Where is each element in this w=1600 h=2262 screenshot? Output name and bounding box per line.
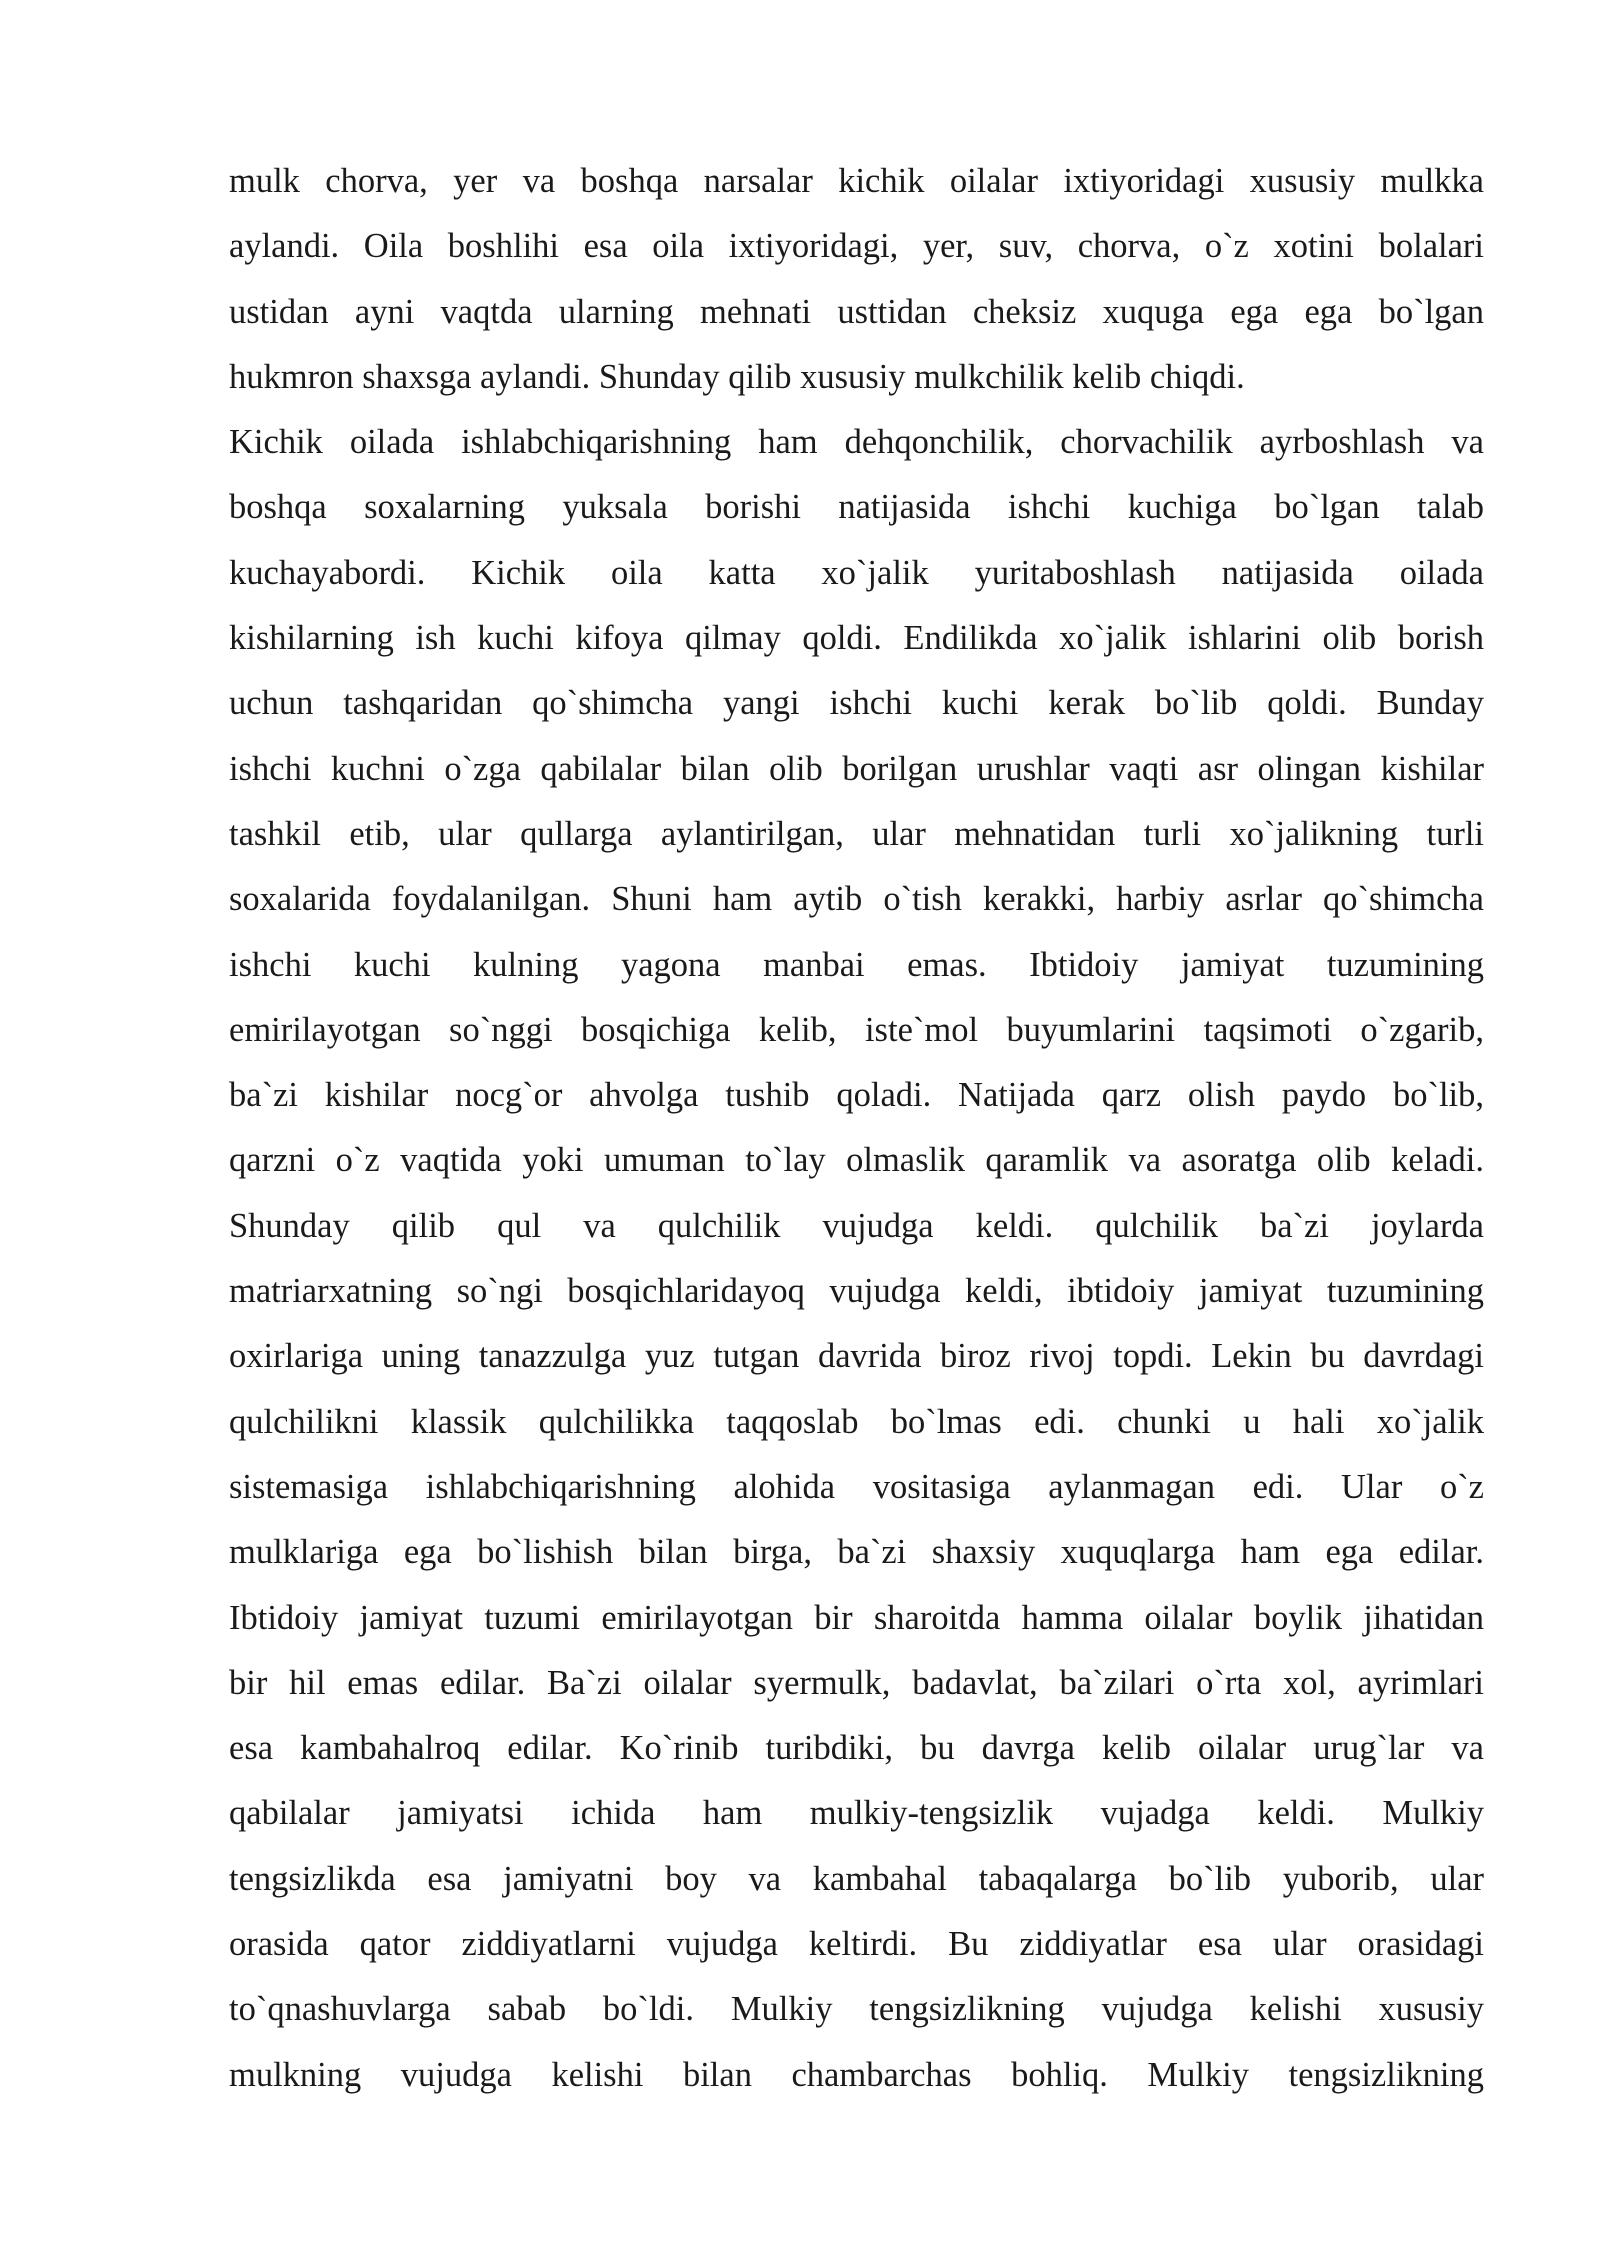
text-line: kishilarning ish kuchi kifoya qilmay qoldi. Endilikda xo`jalik ishlarini olib borish: [229, 619, 1484, 658]
text-line: oxirlariga uning tanazzulga yuz tutgan davrida biroz rivoj topdi. Lekin bu davrdagi: [229, 1337, 1484, 1376]
text-line: ustidan ayni vaqtda ularning mehnati usttidan cheksiz xuquga ega ega bo`lgan: [229, 292, 1484, 331]
text-line: boshqa soxalarning yuksala borishi natijasida ishchi kuchiga bo`lgan talab: [229, 488, 1484, 527]
text-line: ba`zi kishilar nocg`or ahvolga tushib qoladi. Natijada qarz olish paydo bo`lib,: [229, 1076, 1484, 1115]
text-line: qulchilikni klassik qulchilikka taqqoslab bo`lmas edi. chunki u hali xo`jalik: [229, 1402, 1484, 1441]
text-line: emirilayotgan so`nggi bosqichiga kelib, iste`mol buyumlarini taqsimoti o`zgarib,: [229, 1010, 1484, 1049]
text-line: mulklariga ega bo`lishish bilan birga, ba`zi shaxsiy xuquqlarga ham ega edilar.: [229, 1533, 1484, 1572]
text-line: bir hil emas edilar. Ba`zi oilalar syermulk, badavlat, ba`zilari o`rta xol, ayrimlari: [229, 1663, 1484, 1702]
body-text: [229, 149, 1484, 2108]
text-line: mulkning vujudga kelishi bilan chambarchas bohliq. Mulkiy tengsizlikning: [229, 2055, 1484, 2094]
text-line: orasida qator ziddiyatlarni vujudga keltirdi. Bu ziddiyatlar esa ular orasidagi: [229, 1925, 1484, 1964]
text-line: to`qnashuvlarga sabab bo`ldi. Mulkiy tengsizlikning vujudga kelishi xususiy: [229, 1990, 1484, 2029]
text-line: esa kambahalroq edilar. Ko`rinib turibdiki, bu davrga kelib oilalar urug`lar va: [229, 1729, 1484, 1768]
text-line: Ibtidoiy jamiyat tuzumi emirilayotgan bir sharoitda hamma oilalar boylik jihatidan: [229, 1598, 1484, 1637]
text-line: soxalarida foydalanilgan. Shuni ham aytib o`tish kerakki, harbiy asrlar qo`shimcha: [229, 880, 1484, 919]
text-line: aylandi. Oila boshlihi esa oila ixtiyoridagi, yer, suv, chorva, o`z xotini bolalari: [229, 227, 1484, 266]
text-line: ishchi kuchi kulning yagona manbai emas. Ibtidoiy jamiyat tuzumining: [229, 945, 1484, 984]
text-line: hukmron shaxsga aylandi. Shunday qilib xususiy mulkchilik kelib chiqdi.: [229, 357, 1245, 396]
text-line: uchun tashqaridan qo`shimcha yangi ishchi kuchi kerak bo`lib qoldi. Bunday: [229, 684, 1484, 723]
text-line: mulk chorva, yer va boshqa narsalar kichik oilalar ixtiyoridagi xususiy mulkka: [229, 162, 1484, 200]
text-line: qabilalar jamiyatsi ichida ham mulkiy-tengsizlik vujadga keldi. Mulkiy: [229, 1794, 1484, 1833]
text-line: matriarxatning so`ngi bosqichlaridayoq vujudga keldi, ibtidoiy jamiyat tuzumining: [229, 1272, 1484, 1311]
text-line: tengsizlikda esa jamiyatni boy va kambahal tabaqalarga bo`lib yuborib, ular: [229, 1859, 1484, 1898]
text-line: ishchi kuchni o`zga qabilalar bilan olib borilgan urushlar vaqti asr olingan kishilar: [229, 749, 1484, 788]
text-line: Shunday qilib qul va qulchilik vujudga keldi. qulchilik ba`zi joylarda: [229, 1206, 1484, 1245]
text-line: sistemasiga ishlabchiqarishning alohida vositasiga aylanmagan edi. Ular o`z: [229, 1467, 1484, 1506]
text-line: qarzni o`z vaqtida yoki umuman to`lay olmaslik qaramlik va asoratga olib keladi.: [229, 1141, 1484, 1180]
text-line: Kichik oilada ishlabchiqarishning ham dehqonchilik, chorvachilik ayrboshlash va: [229, 423, 1484, 462]
text-line: kuchayabordi. Kichik oila katta xo`jalik yuritaboshlash natijasida oilada: [229, 553, 1484, 592]
text-line: tashkil etib, ular qullarga aylantirilgan, ular mehnatidan turli xo`jalikning turli: [229, 814, 1484, 853]
